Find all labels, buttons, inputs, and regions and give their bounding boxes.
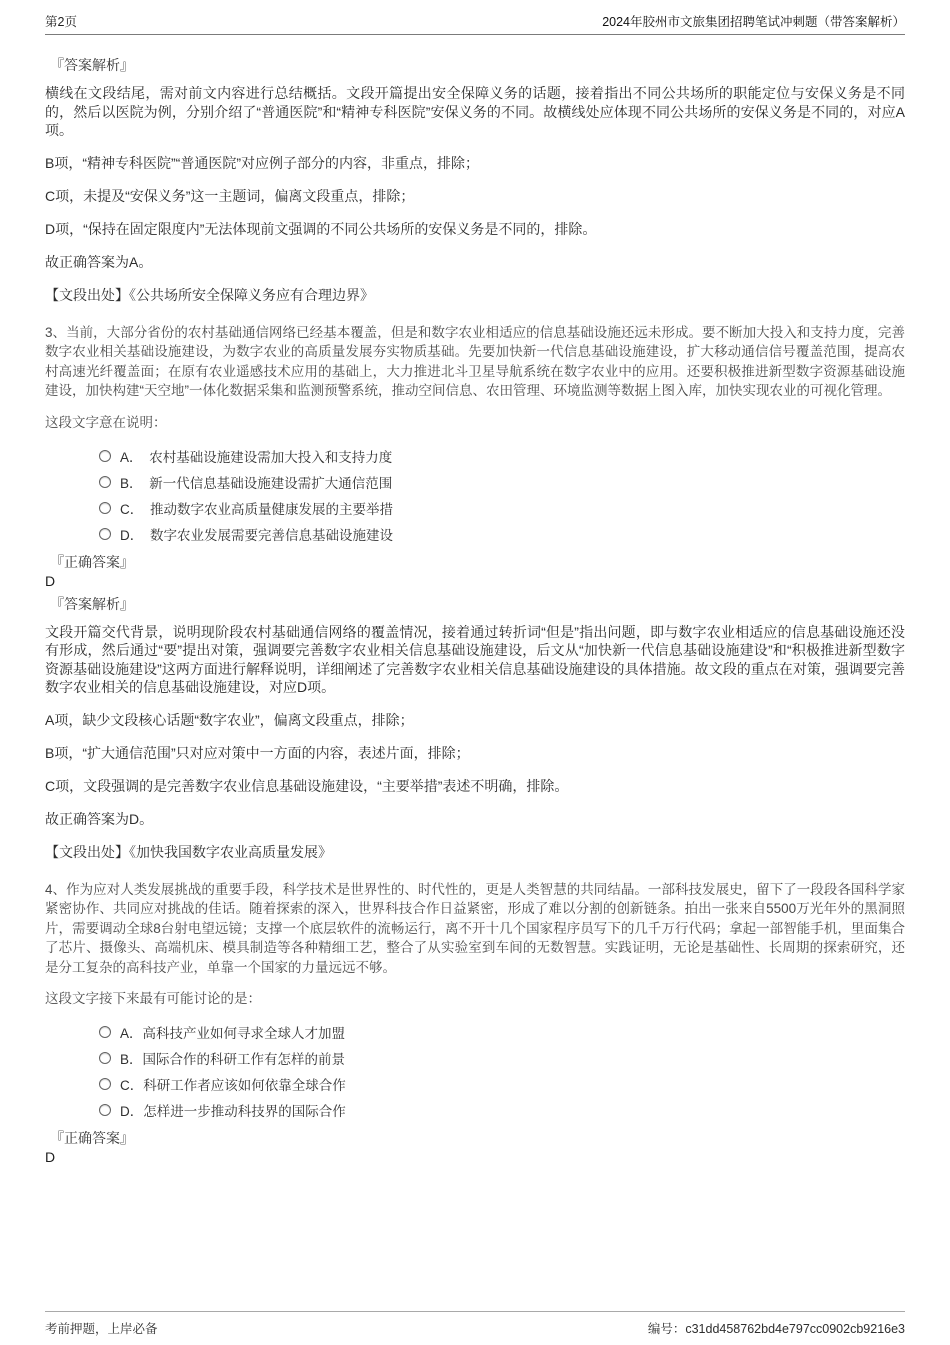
option-row-a[interactable] <box>99 1019 905 1045</box>
question3-stem: 3、当前，大部分省份的农村基础通信网络已经基本覆盖，但是和数字农业相适应的信息基础设施还远未形成。要不断加大投入和支持力度，完善数字农业相关基础设施建设，为数字农业的高质量发展夯实物质基础。先要加快新一代信息基础设施建设，扩大移动通信信号覆盖范围，提高农村高速光纤覆盖面；在原有农业遥感技术应用的基础上，大力推进北斗卫星导航系统在数字农业中的应用。还要积极推进新型数字资源基础设施建设，加快构建“天空地”一体化数据采集和监测预警系统，推动空间信息、农田管理、环境监测等数据上图入库，加快实现农业的可视化管理。 <box>45 324 905 398</box>
radio-button[interactable] <box>99 502 111 514</box>
analysis-point-b: B项，“扩大通信范围”只对应对策中一方面的内容，表述片面，排除； <box>45 744 470 761</box>
correct-answer-label: 『正确答案』 <box>50 553 134 570</box>
page-header <box>45 0 905 35</box>
analysis-paragraph: 横线在文段结尾，需对前文内容进行总结概括。文段开篇提出安全保障义务的话题，接着指出不同公共场所的职能定位与安保义务是不同的，然后以医院为例，分别介绍了“普通医院”和“精神专科医院”安保义务的不同。故横线处应体现不同公共场所的安保义务是不同的，对应A项。 <box>45 85 905 138</box>
option-row-a[interactable] <box>99 443 905 469</box>
analysis-point-a: A项，缺少文段核心话题“数字农业”，偏离文段重点，排除； <box>45 711 414 728</box>
page-footer <box>45 1311 905 1337</box>
option-label: B． 新一代信息基础设施建设需扩大通信范围 <box>120 475 393 491</box>
radio-button[interactable] <box>99 1026 111 1038</box>
footer-slogan: 考前押题，上岸必备 <box>45 1322 158 1336</box>
option-row-c[interactable] <box>99 495 905 521</box>
option-row-d[interactable] <box>99 1097 905 1123</box>
question3-options <box>45 443 905 547</box>
radio-button[interactable] <box>99 1052 111 1064</box>
option-label: A． 农村基础设施建设需加大投入和支持力度 <box>120 449 393 465</box>
question3-prompt: 这段文字意在说明： <box>45 414 167 430</box>
option-label: C． 推动数字农业高质量健康发展的主要举措 <box>120 501 393 517</box>
footer-serial-number: 编号：c31dd458762bd4e797cc0902cb9216e3 <box>647 1322 905 1336</box>
analysis-point-d: D项，“保持在固定限度内”无法体现前文强调的不同公共场所的安保义务是不同的，排除。 <box>45 220 597 237</box>
correct-answer-value: D <box>45 1149 56 1165</box>
radio-button[interactable] <box>99 476 111 488</box>
document-title: 2024年胶州市文旅集团招聘笔试冲刺题（带答案解析） <box>602 15 905 29</box>
radio-button[interactable] <box>99 1078 111 1090</box>
option-label: A．高科技产业如何寻求全球人才加盟 <box>120 1026 346 1041</box>
question4-stem: 4、作为应对人类发展挑战的重要手段，科学技术是世界性的、时代性的，更是人类智慧的共同结晶。一部科技发展史，留下了一段段各国科学家紧密协作、共同应对挑战的佳话。随着探索的深入，世界科技合作日益紧密，形成了难以分割的创新链条。拍出一张来自5500万光年外的黑洞照片，需要调动全球8台射电望远镜；支撑一个底层软件的流畅运行，离不开十几个国家程序员写下的几千万行代码；拿起一部智能手机，里面集合了芯片、摄像头、高端机床、模具制造等各种精细工艺，整合了从实验室到车间的无数智慧。实践证明，无论是基础性、长周期的探索研究，还是分工复杂的高科技产业，单靠一个国家的力量远远不够。 <box>45 881 905 975</box>
answer-analysis-label: 『答案解析』 <box>50 595 134 612</box>
option-row-b[interactable] <box>99 1045 905 1071</box>
passage-source: 【文段出处】《公共场所安全保障义务应有合理边界》 <box>45 286 374 303</box>
page-content <box>45 57 905 1166</box>
answer-analysis-label: 『答案解析』 <box>50 57 134 73</box>
option-row-d[interactable] <box>99 521 905 547</box>
question4-options <box>45 1019 905 1123</box>
correct-answer-value: D <box>45 572 56 589</box>
passage-source: 【文段出处】《加快我国数字农业高质量发展》 <box>45 843 332 860</box>
analysis-point-b: B项，“精神专科医院”“普通医院”对应例子部分的内容，非重点，排除； <box>45 154 479 171</box>
radio-button[interactable] <box>99 1104 111 1116</box>
page-number: 第2页 <box>45 15 77 29</box>
radio-button[interactable] <box>99 450 111 462</box>
correct-answer-label: 『正确答案』 <box>50 1130 134 1146</box>
option-label: D． 数字农业发展需要完善信息基础设施建设 <box>120 527 393 543</box>
option-label: B．国际合作的科研工作有怎样的前景 <box>120 1052 346 1067</box>
analysis-point-c: C项，文段强调的是完善数字农业信息基础设施建设，“主要举措”表述不明确，排除。 <box>45 777 569 794</box>
radio-button[interactable] <box>99 528 111 540</box>
option-row-c[interactable] <box>99 1071 905 1097</box>
option-label: D．怎样进一步推动科技界的国际合作 <box>120 1104 346 1119</box>
analysis-paragraph: 文段开篇交代背景，说明现阶段农村基础通信网络的覆盖情况，接着通过转折词“但是”指出问题，即与数字农业相适应的信息基础设施还没有形成，然后通过“要”提出对策，强调要完善数字农业相关信息基础设施建设，后文从“加快新一代信息基础设施建设”和“积极推进新型数字资源基础设施建设”这两方面进行解释说明，详细阐述了完善数字农业相关信息基础设施建设的具体措施。故文段的重点在对策，强调要完善数字农业相关的信息基础设施建设，对应D项。 <box>45 623 905 695</box>
analysis-conclusion: 故正确答案为D。 <box>45 810 154 827</box>
analysis-conclusion: 故正确答案为A。 <box>45 253 153 270</box>
question4-prompt: 这段文字接下来最有可能讨论的是： <box>45 991 261 1006</box>
analysis-point-c: C项，未提及“安保义务”这一主题词，偏离文段重点，排除； <box>45 187 415 204</box>
option-label: C．科研工作者应该如何依靠全球合作 <box>120 1078 346 1093</box>
option-row-b[interactable] <box>99 469 905 495</box>
